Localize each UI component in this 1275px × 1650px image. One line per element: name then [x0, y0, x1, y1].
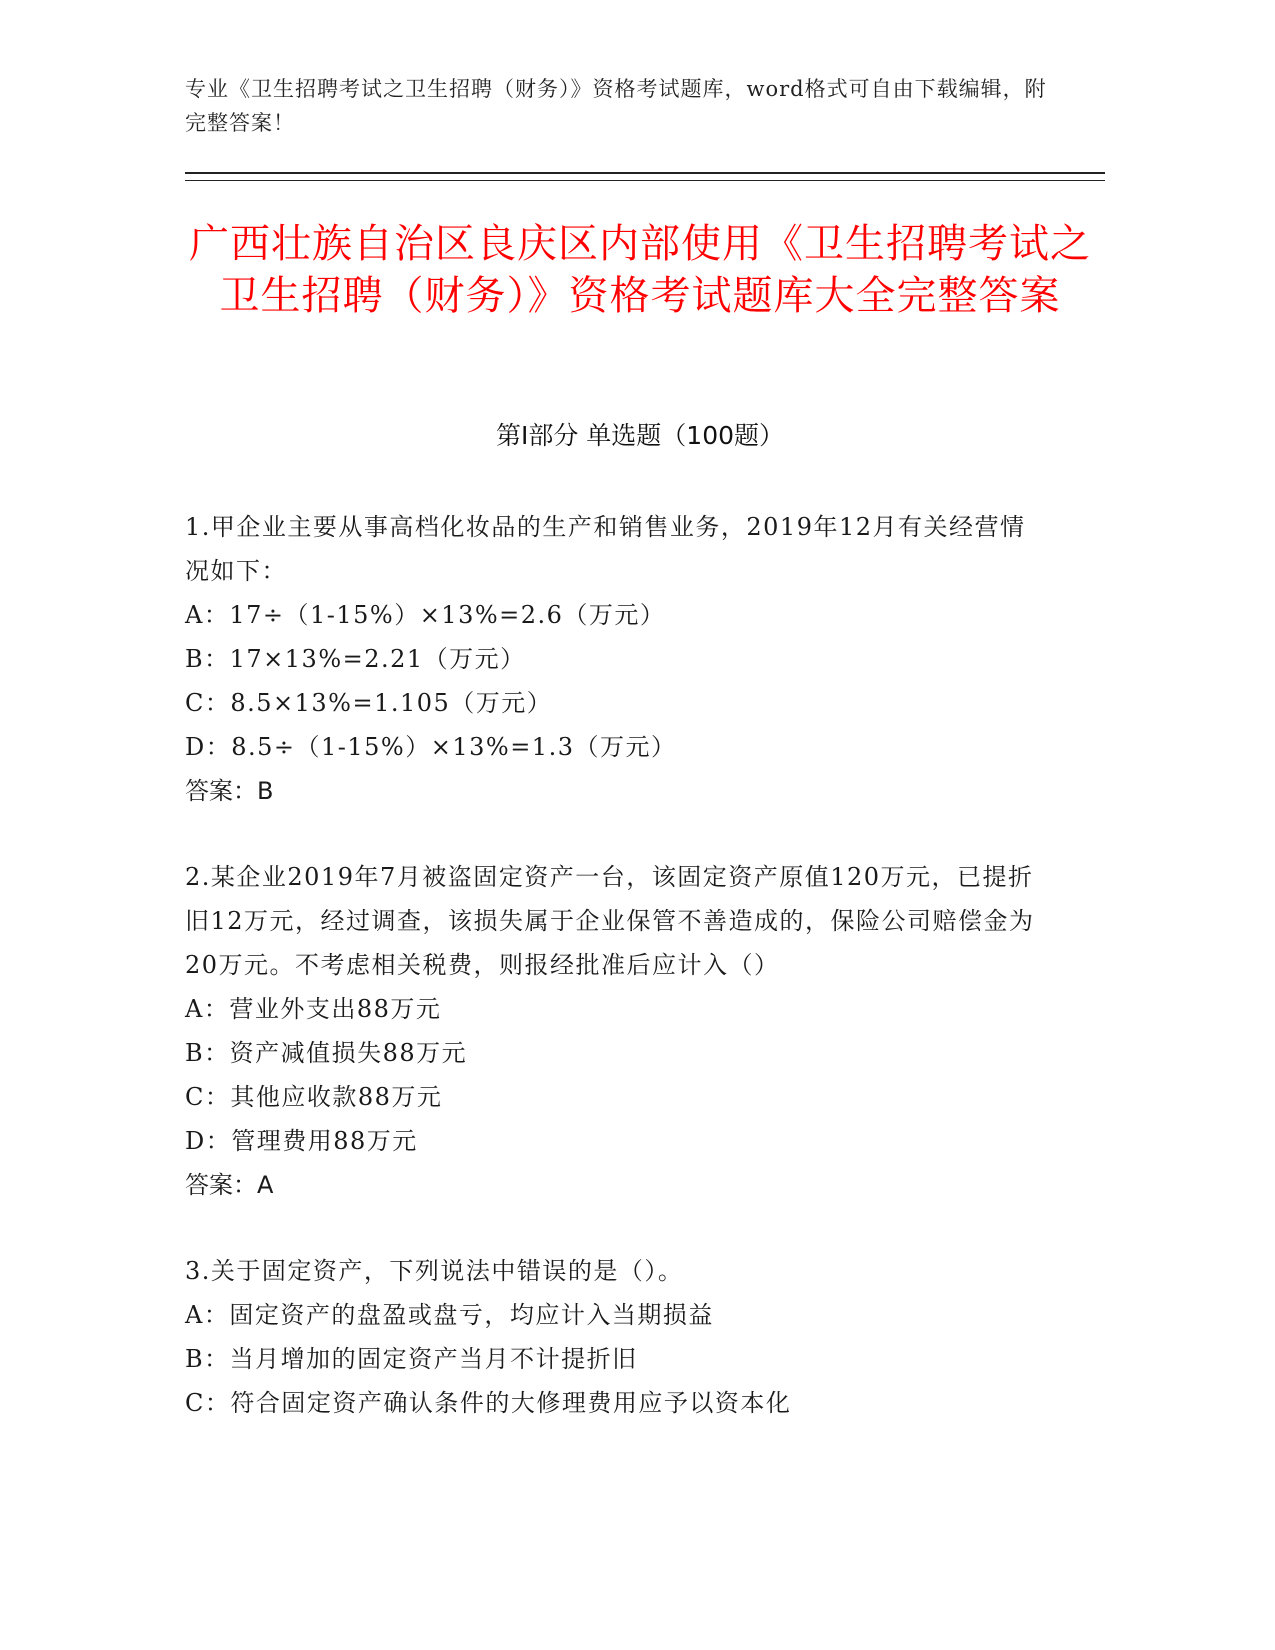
option-c: C：符合固定资产确认条件的大修理费用应予以资本化 — [185, 1389, 792, 1417]
question-list — [185, 505, 1045, 1467]
option-b: B：当月增加的固定资产当月不计提折旧 — [185, 1345, 638, 1373]
answer-line: 答案：A — [185, 1171, 274, 1199]
answer-line: 答案：B — [185, 777, 274, 805]
option-b: B：17×13%=2.21（万元） — [185, 645, 526, 673]
question-item — [185, 855, 1045, 1207]
option-a: A：17÷（1-15%）×13%=2.6（万元） — [185, 601, 666, 629]
option-a: A：固定资产的盘盈或盘亏，均应计入当期损益 — [185, 1301, 714, 1329]
header-note: 专业《卫生招聘考试之卫生招聘（财务）》资格考试题库，word格式可自由下载编辑，附完整答案！ — [185, 77, 1047, 135]
option-b: B：资产减值损失88万元 — [185, 1039, 468, 1067]
header-divider-thick — [185, 172, 1105, 174]
option-c: C：8.5×13%=1.105（万元） — [185, 689, 553, 717]
question-item — [185, 1249, 1045, 1425]
section-heading: 第Ⅰ部分 单选题（100题） — [495, 421, 785, 450]
option-a: A：营业外支出88万元 — [185, 995, 442, 1023]
option-d: D：8.5÷（1-15%）×13%=1.3（万元） — [185, 733, 677, 761]
document-title: 广西壮族自治区良庆区内部使用《卫生招聘考试之卫生招聘（财务）》资格考试题库大全完整答案 — [189, 221, 1091, 319]
question-item — [185, 505, 1045, 813]
question-stem: 2.某企业2019年7月被盗固定资产一台，该固定资产原值120万元，已提折旧12万元，经过调查，该损失属于企业保管不善造成的，保险公司赔偿金为20万元。不考虑相关税费，则报经批准后应计入（） — [185, 863, 1035, 979]
option-d: D：管理费用88万元 — [185, 1127, 418, 1155]
question-stem: 3.关于固定资产，下列说法中错误的是（）。 — [185, 1257, 684, 1285]
header-divider-thin — [185, 180, 1105, 181]
question-stem: 1.甲企业主要从事高档化妆品的生产和销售业务，2019年12月有关经营情况如下： — [185, 513, 1026, 585]
option-c: C：其他应收款88万元 — [185, 1083, 443, 1111]
